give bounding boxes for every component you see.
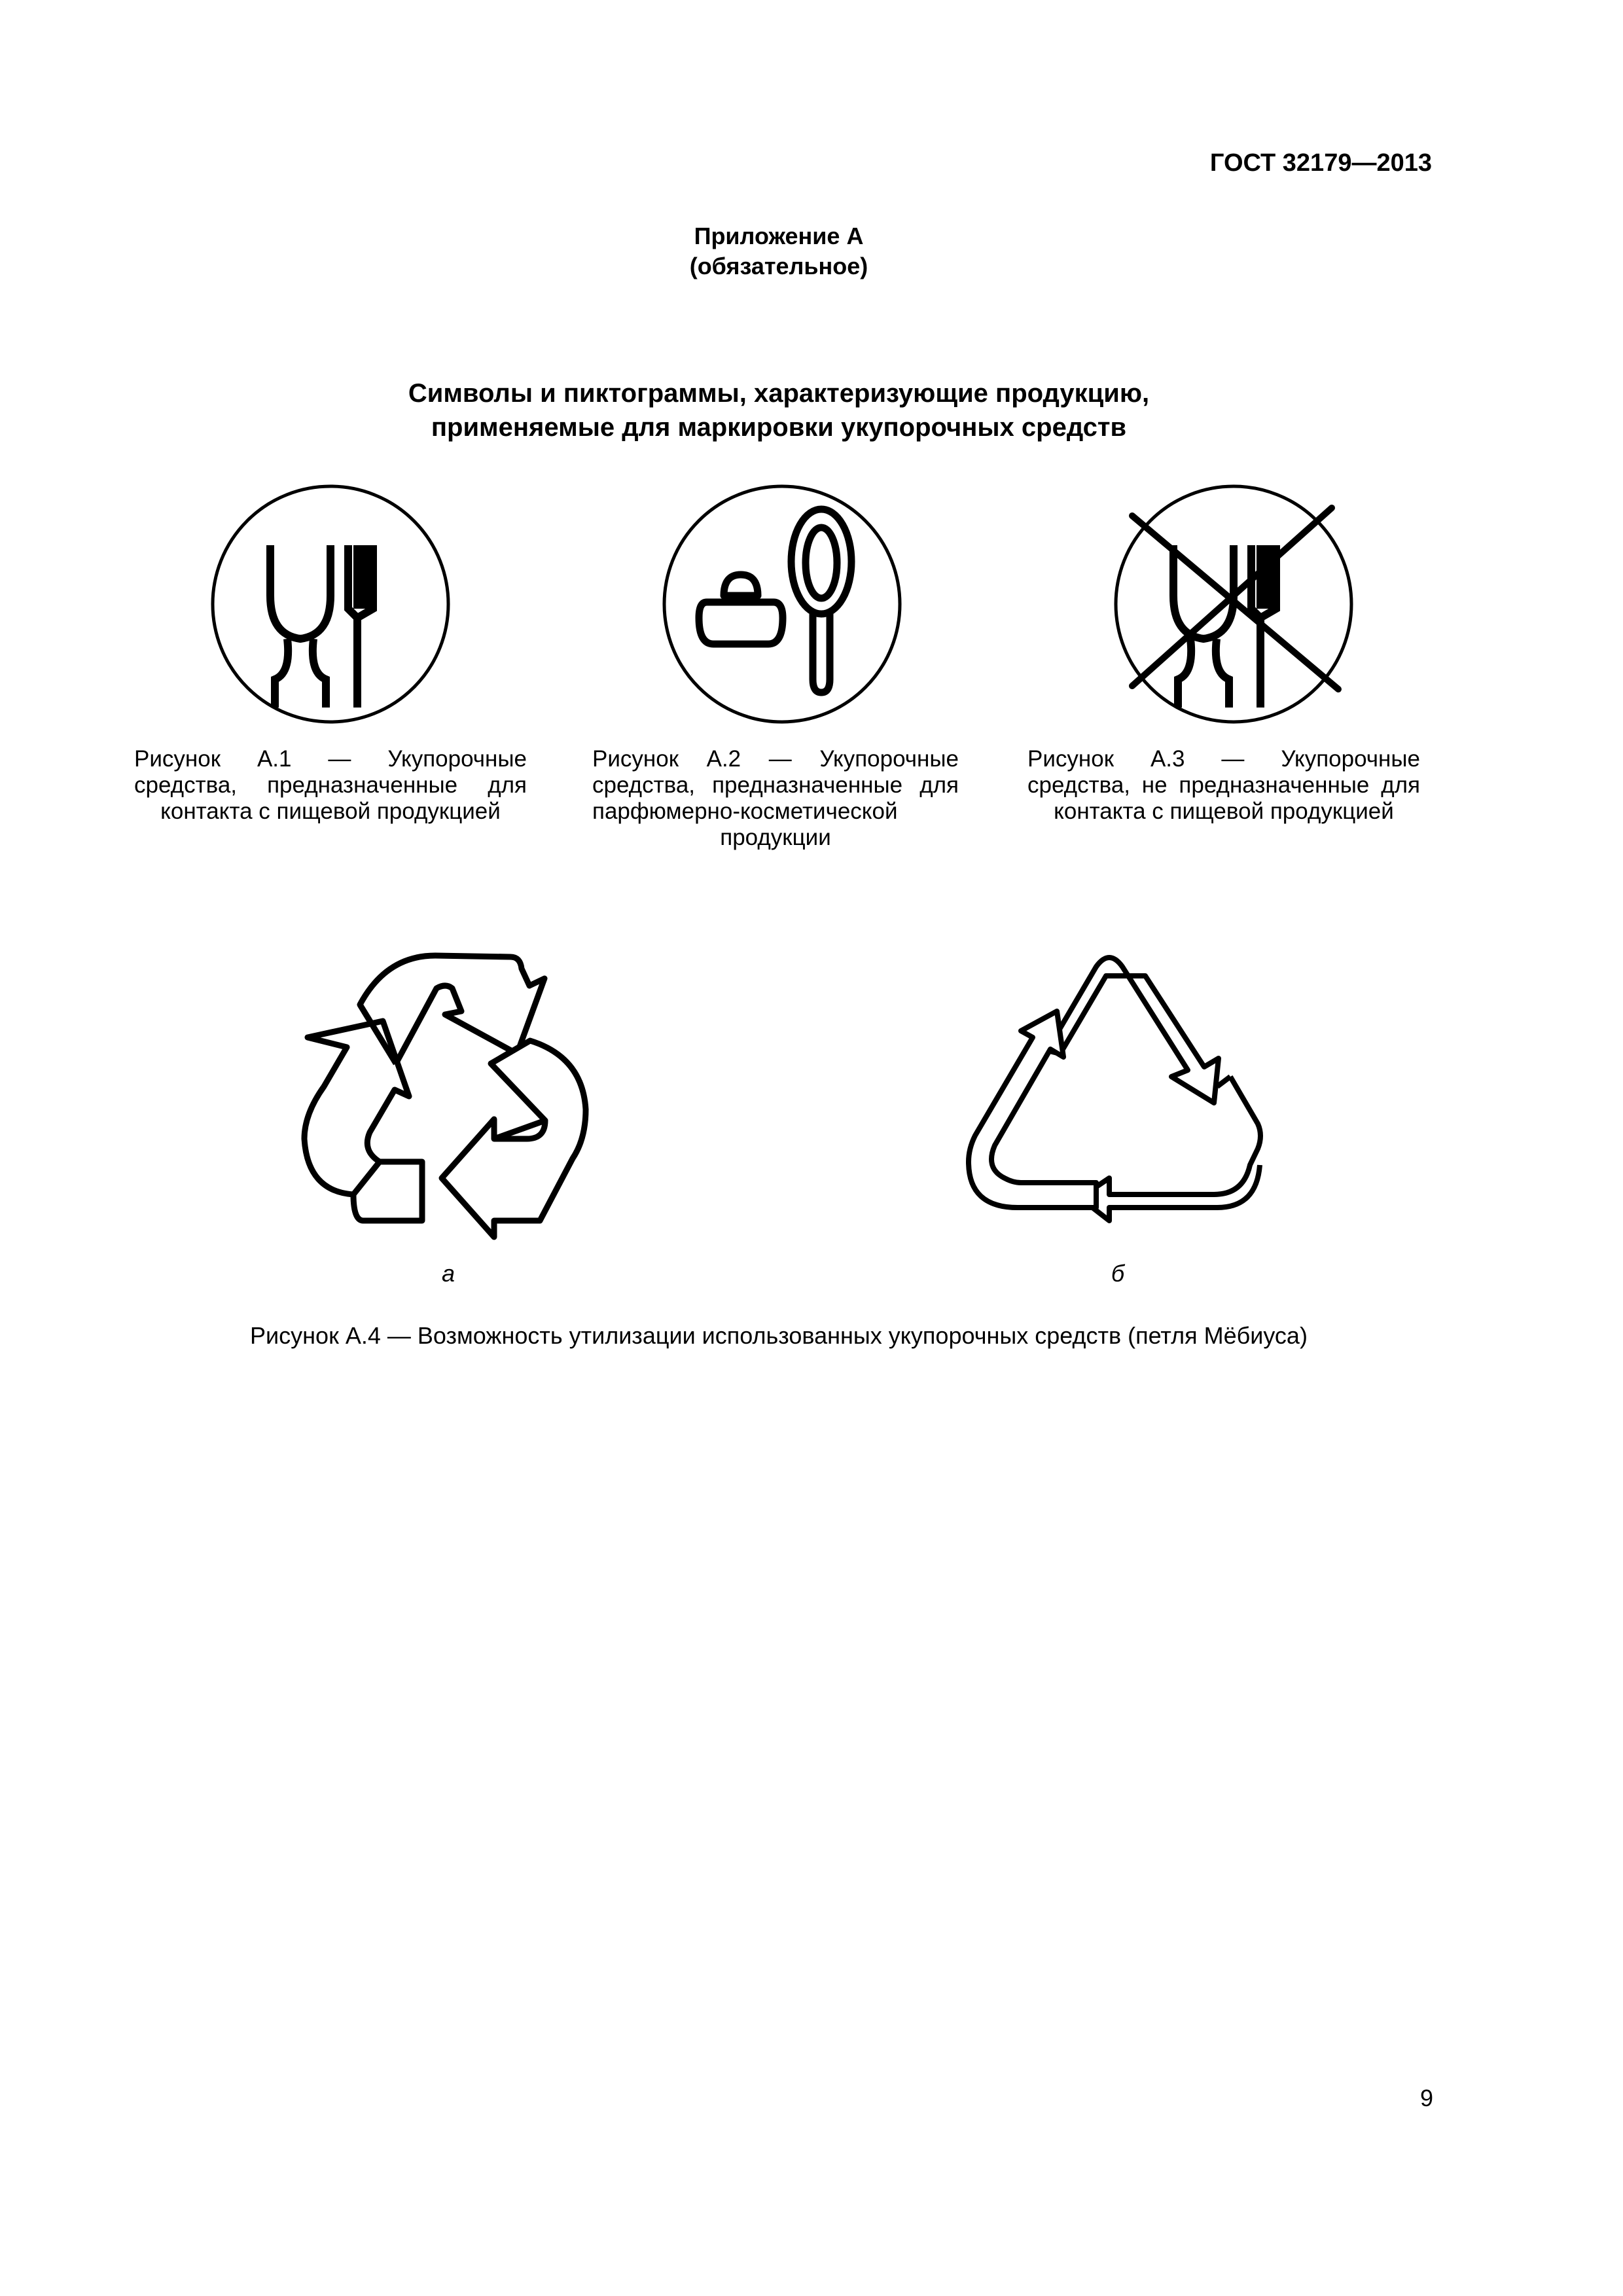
document-title — [0, 376, 1558, 444]
page-number: 9 — [1420, 2085, 1434, 2111]
figure-a3-caption: Рисунок А.3 — Укупорочные средства, не предназначенные для контакта с пищевой продукцией — [1027, 746, 1420, 824]
annex-heading — [0, 221, 1558, 281]
standard-designation: ГОСТ 32179—2013 — [1209, 149, 1432, 177]
cosmetics-icon — [661, 483, 903, 725]
mobius-loop-icon — [955, 952, 1263, 1230]
annex-status: (обязательное) — [689, 253, 868, 279]
food-contact-icon — [209, 483, 452, 725]
figure-a1-caption: Рисунок А.1 — Укупорочные средства, предназначенные для контакта с пищевой продукцией — [134, 746, 527, 824]
recycling-arrows-icon — [298, 942, 599, 1244]
subfigure-label-b: б — [1111, 1260, 1125, 1287]
figure-a2-caption: Рисунок А.2 — Укупорочные средства, предназначенные для парфюмерно-косметической продукции — [592, 746, 959, 850]
subfigure-label-a: а — [441, 1260, 455, 1287]
document-title-line-2: применяемые для маркировки укупорочных средств — [431, 413, 1127, 442]
document-title-line-1: Символы и пиктограммы, характеризующие продукцию, — [408, 379, 1150, 408]
not-food-contact-icon — [1113, 483, 1355, 725]
figure-a4-caption: Рисунок А.4 — Возможность утилизации использованных укупорочных средств (петля Мёбиуса) — [250, 1322, 1308, 1349]
annex-title: Приложение А — [694, 223, 864, 249]
